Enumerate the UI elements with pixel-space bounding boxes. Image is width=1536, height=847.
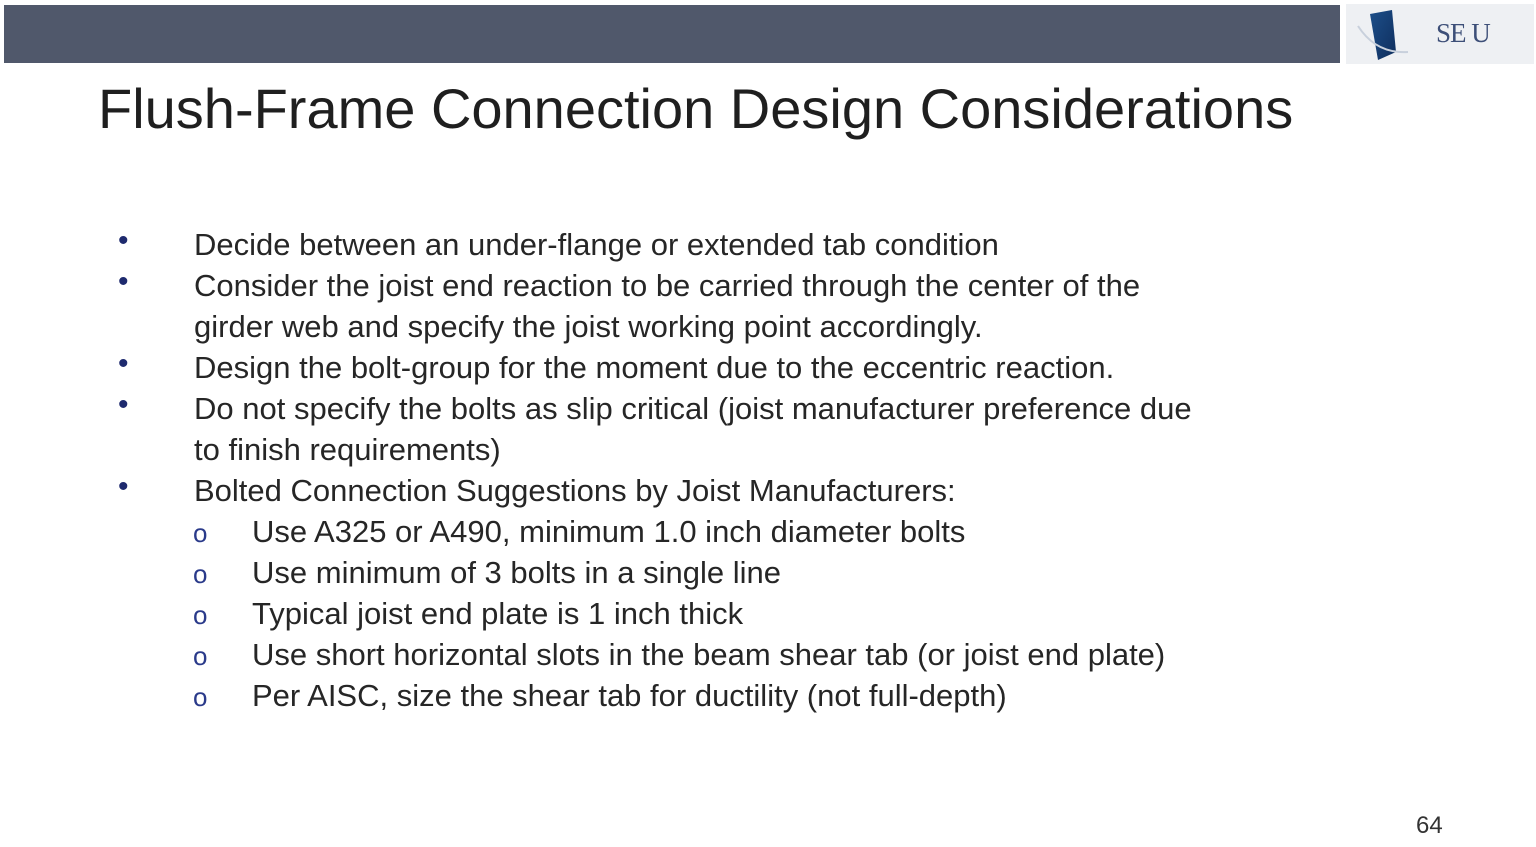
bullet-item [0,306,1536,347]
circle-bullet-icon: o [193,518,208,548]
sub-bullet-item [0,593,1536,634]
sub-bullet-item [0,634,1536,675]
sub-bullet-item [0,511,1536,552]
logo-shield-icon [1356,8,1416,62]
bullet-text: Design the bolt-group for the moment due to the eccentric reaction. [194,350,1115,385]
bullet-text: Consider the joist end reaction to be carried through the center of the [194,268,1141,303]
bullet-item [0,429,1536,470]
bullet-icon: • [118,265,129,298]
sub-bullet-text: Use minimum of 3 bolts in a single line [252,555,781,590]
bullet-list [0,224,1536,716]
sub-bullet-item [0,552,1536,593]
bullet-icon: • [118,224,129,257]
bullet-text: girder web and specify the joist working point accordingly. [194,309,983,344]
sub-bullet-text: Use A325 or A490, minimum 1.0 inch diameter bolts [252,514,966,549]
circle-bullet-icon: o [193,559,208,589]
sub-bullet-text: Per AISC, size the shear tab for ductility (not full-depth) [252,678,1007,713]
bullet-text: Bolted Connection Suggestions by Joist Manufacturers: [194,473,956,508]
seu-logo [1346,4,1534,64]
sub-bullet-item [0,675,1536,716]
bullet-item [0,224,1536,265]
bullet-item [0,347,1536,388]
bullet-text: Decide between an under-flange or extended tab condition [194,227,999,262]
circle-bullet-icon: o [193,682,208,712]
logo-text: SE U [1436,18,1490,48]
circle-bullet-icon: o [193,641,208,671]
bullet-item [0,470,1536,511]
bullet-text: to finish requirements) [194,432,501,467]
sub-bullet-text: Use short horizontal slots in the beam shear tab (or joist end plate) [252,637,1166,672]
bullet-icon: • [118,470,129,503]
header-bar [4,5,1340,63]
bullet-icon: • [118,388,129,421]
bullet-item [0,388,1536,429]
bullet-icon: • [118,347,129,380]
sub-bullet-text: Typical joist end plate is 1 inch thick [252,596,744,631]
slide-title: Flush-Frame Connection Design Considerations [98,77,1294,140]
circle-bullet-icon: o [193,600,208,630]
page-number: 64 [1416,812,1443,839]
bullet-item [0,265,1536,306]
bullet-text: Do not specify the bolts as slip critical (joist manufacturer preference due [194,391,1192,426]
